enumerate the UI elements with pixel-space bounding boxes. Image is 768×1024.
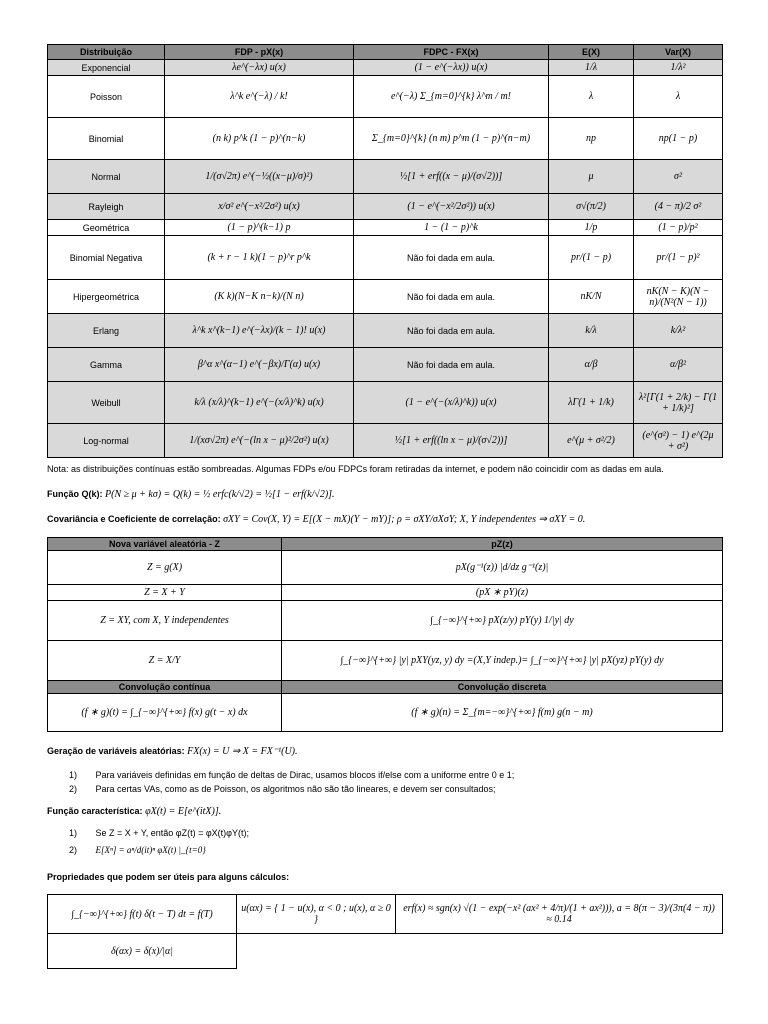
mean-formula: μ	[549, 160, 634, 194]
cdf-formula: Não foi dada em aula.	[354, 236, 549, 280]
convolution-row	[48, 694, 723, 732]
transform-pz: ∫_{−∞}^{+∞} |y| pXY(yz, y) dy =(X,Y indep.)= ∫_{−∞}^{+∞} |y| pX(yz) pY(y) dy	[282, 641, 723, 681]
delta-sifting-property: ∫_{−∞}^{+∞} f(t) δ(t − T) dt = f(T)	[48, 895, 237, 934]
variance-formula: pr/(1 − p)²	[634, 236, 723, 280]
variance-formula: λ	[634, 76, 723, 118]
distribution-name: Binomial	[48, 118, 165, 160]
mean-formula: λ	[549, 76, 634, 118]
header-new-variable: Nova variável aleatória - Z	[48, 538, 282, 551]
mean-formula: np	[549, 118, 634, 160]
q-function-line	[47, 489, 335, 500]
pdf-formula: k/λ (x/λ)^(k−1) e^(−(x/λ)^k) u(x)	[165, 382, 354, 424]
cdf-formula: e^(−λ) Σ_{m=0}^{k} λ^m / m!	[354, 76, 549, 118]
distribution-name: Erlang	[48, 314, 165, 348]
header-mean: E(X)	[549, 45, 634, 60]
erf-approximation: erf(x) ≈ sgn(x) √(1 − exp(−x² (ax² + 4/π)/(1 + ax²))), a = 8(π − 3)/(3π(4 − π)) ≈ 0.14	[396, 895, 723, 934]
transform-row	[48, 641, 723, 681]
item-number: 2)	[69, 784, 78, 794]
conv-continuous: (f ∗ g)(t) = ∫_{−∞}^{+∞} f(x) g(t − x) dx	[48, 694, 282, 732]
item-number: 1)	[69, 828, 78, 838]
distribution-table	[47, 44, 723, 458]
transform-z: Z = X/Y	[48, 641, 282, 681]
characteristic-line	[47, 806, 221, 817]
distribution-row	[48, 60, 723, 76]
distribution-name: Rayleigh	[48, 194, 165, 220]
cdf-formula: Σ_{m=0}^{k} (n m) p^m (1 − p)^(n−m)	[354, 118, 549, 160]
pdf-formula: λ^k x^(k−1) e^(−λx)/(k − 1)! u(x)	[165, 314, 354, 348]
distribution-row	[48, 160, 723, 194]
q-function-label: Função Q(k):	[47, 489, 103, 499]
distribution-name: Geométrica	[48, 220, 165, 236]
delta-scaling-property: δ(αx) = δ(x)/|α|	[48, 934, 237, 969]
transform-z: Z = g(X)	[48, 551, 282, 585]
generation-formula: FX(x) = U ⇒ X = FX⁻¹(U).	[187, 746, 298, 757]
pdf-formula: (1 − p)^(k−1) p	[165, 220, 354, 236]
generation-label: Geração de variáveis aleatórias:	[47, 746, 185, 756]
header-pz: pZ(z)	[282, 538, 723, 551]
distribution-row	[48, 76, 723, 118]
cdf-formula: Não foi dada em aula.	[354, 348, 549, 382]
item-text: Para certas VAs, como as de Poisson, os algoritmos não são tão lineares, e devem ser consultados;	[95, 784, 496, 794]
mean-formula: λΓ(1 + 1/k)	[549, 382, 634, 424]
distribution-name: Weibull	[48, 382, 165, 424]
mean-formula: σ√(π/2)	[549, 194, 634, 220]
header-pdf: FDP - pX(x)	[165, 45, 354, 60]
q-function-formula: P(N ≥ μ + kσ) = Q(k) = ½ erfc(k/√2) = ½[1 − erf(k/√2)].	[105, 489, 335, 500]
distribution-row	[48, 118, 723, 160]
properties-table	[47, 894, 723, 969]
distribution-row	[48, 236, 723, 280]
cdf-formula: ½[1 + erf((ln x − μ)/(σ√2))]	[354, 424, 549, 458]
transform-z: Z = X + Y	[48, 585, 282, 601]
distribution-header-row	[48, 45, 723, 60]
transform-table	[47, 537, 723, 732]
distribution-name: Hipergeométrica	[48, 280, 165, 314]
distribution-row	[48, 194, 723, 220]
mean-formula: 1/λ	[549, 60, 634, 76]
mean-formula: e^(μ + σ²/2)	[549, 424, 634, 458]
properties-row	[48, 934, 723, 969]
cdf-formula: (1 − e^(−x²/2σ²)) u(x)	[354, 194, 549, 220]
characteristic-item	[69, 845, 206, 855]
shading-note: Nota: as distribuições contínuas estão sombreadas. Algumas FDPs e/ou FDPCs foram retiradas da internet, e podem não coincidir com as dadas em aula.	[47, 464, 664, 474]
pdf-formula: λe^(−λx) u(x)	[165, 60, 354, 76]
characteristic-item	[69, 828, 249, 838]
properties-title: Propriedades que podem ser úteis para alguns cálculos:	[47, 872, 290, 882]
pdf-formula: 1/(xσ√2π) e^(−(ln x − μ)²/2σ²) u(x)	[165, 424, 354, 458]
distribution-row	[48, 280, 723, 314]
cdf-formula: (1 − e^(−(x/λ)^k)) u(x)	[354, 382, 549, 424]
mean-formula: 1/p	[549, 220, 634, 236]
distribution-row	[48, 314, 723, 348]
mean-formula: pr/(1 − p)	[549, 236, 634, 280]
item-text: Para variáveis definidas em função de deltas de Dirac, usamos blocos if/else com a uniforme entre 0 e 1;	[95, 770, 515, 780]
pdf-formula: x/σ² e^(−x²/2σ²) u(x)	[165, 194, 354, 220]
item-number: 1)	[69, 770, 78, 780]
properties-row	[48, 895, 723, 934]
transform-row	[48, 585, 723, 601]
transform-pz: ∫_{−∞}^{+∞} pX(z/y) pY(y) 1/|y| dy	[282, 601, 723, 641]
transform-row	[48, 551, 723, 585]
cdf-formula: (1 − e^(−λx)) u(x)	[354, 60, 549, 76]
variance-formula: (1 − p)/p²	[634, 220, 723, 236]
step-scaling-property: u(αx) = { 1 − u(x), α < 0 ; u(x), α ≥ 0 }	[237, 895, 396, 934]
pdf-formula: (K k)(N−K n−k)/(N n)	[165, 280, 354, 314]
distribution-name: Binomial Negativa	[48, 236, 165, 280]
header-conv-discrete: Convolução discreta	[282, 681, 723, 694]
covariance-line	[47, 514, 585, 525]
variance-formula: k/λ²	[634, 314, 723, 348]
generation-item	[69, 770, 514, 780]
cdf-formula: Não foi dada em aula.	[354, 314, 549, 348]
characteristic-formula: φX(t) = E[e^(itX)].	[145, 806, 222, 817]
distribution-row	[48, 220, 723, 236]
variance-formula: np(1 − p)	[634, 118, 723, 160]
mean-formula: α/β	[549, 348, 634, 382]
transform-z: Z = XY, com X, Y independentes	[48, 601, 282, 641]
covariance-label: Covariância e Coeficiente de correlação:	[47, 514, 221, 524]
variance-formula: (e^(σ²) − 1) e^(2μ + σ²)	[634, 424, 723, 458]
cdf-formula: 1 − (1 − p)^k	[354, 220, 549, 236]
distribution-name: Exponencial	[48, 60, 165, 76]
distribution-name: Gamma	[48, 348, 165, 382]
variance-formula: 1/λ²	[634, 60, 723, 76]
header-cdf: FDPC - FX(x)	[354, 45, 549, 60]
pdf-formula: λ^k e^(−λ) / k!	[165, 76, 354, 118]
transform-header-row	[48, 538, 723, 551]
mean-formula: nK/N	[549, 280, 634, 314]
pdf-formula: 1/(σ√2π) e^(−½((x−μ)/σ)²)	[165, 160, 354, 194]
variance-formula: λ²[Γ(1 + 2/k) − Γ(1 + 1/k)²]	[634, 382, 723, 424]
header-distribution: Distribuição	[48, 45, 165, 60]
distribution-row	[48, 382, 723, 424]
distribution-name: Log-normal	[48, 424, 165, 458]
conv-discrete: (f ∗ g)(n) = Σ_{m=−∞}^{+∞} f(m) g(n − m)	[282, 694, 723, 732]
pdf-formula: β^α x^(α−1) e^(−βx)/Γ(α) u(x)	[165, 348, 354, 382]
mean-formula: k/λ	[549, 314, 634, 348]
generation-item	[69, 784, 496, 794]
item-number: 2)	[69, 845, 78, 855]
item-text: E[Xⁿ] = aⁿ/d(it)ⁿ φX(t) |_{t=0}	[95, 845, 206, 855]
convolution-header-row	[48, 681, 723, 694]
distribution-row	[48, 424, 723, 458]
variance-formula: nK(N − K)(N − n)/(N²(N − 1))	[634, 280, 723, 314]
cdf-formula: Não foi dada em aula.	[354, 280, 549, 314]
transform-pz: pX(g⁻¹(z)) |d/dz g⁻¹(z)|	[282, 551, 723, 585]
header-conv-continuous: Convolução contínua	[48, 681, 282, 694]
distribution-name: Poisson	[48, 76, 165, 118]
pdf-formula: (n k) p^k (1 − p)^(n−k)	[165, 118, 354, 160]
item-text: Se Z = X + Y, então φZ(t) = φX(t)φY(t);	[95, 828, 249, 838]
variance-formula: (4 − π)/2 σ²	[634, 194, 723, 220]
distribution-name: Normal	[48, 160, 165, 194]
characteristic-label: Função característica:	[47, 806, 143, 816]
variance-formula: σ²	[634, 160, 723, 194]
pdf-formula: (k + r − 1 k)(1 − p)^r p^k	[165, 236, 354, 280]
generation-line	[47, 746, 298, 757]
covariance-formula: σXY = Cov(X, Y) = E[(X − mX)(Y − mY)]; ρ = σXY/σXσY; X, Y independentes ⇒ σXY = 0.	[223, 514, 586, 525]
distribution-row	[48, 348, 723, 382]
transform-pz: (pX ∗ pY)(z)	[282, 585, 723, 601]
header-var: Var(X)	[634, 45, 723, 60]
variance-formula: α/β²	[634, 348, 723, 382]
transform-row	[48, 601, 723, 641]
cdf-formula: ½[1 + erf((x − μ)/(σ√2))]	[354, 160, 549, 194]
